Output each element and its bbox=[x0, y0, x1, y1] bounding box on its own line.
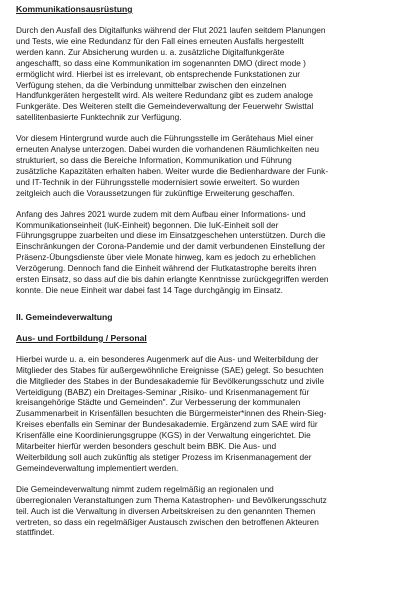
paragraph bbox=[16, 484, 412, 539]
text-line: Die Gemeindeverwaltung nimmt zudem regelmäßig an regionalen und bbox=[16, 483, 274, 494]
training-section bbox=[12, 354, 412, 539]
text-line: strukturiert, so dass die Bereiche Information, Kommunikation und Führung bbox=[16, 154, 292, 165]
text-line: zeitgleich auch die Voraussetzungen für zukünftige Erweiterung geschaffen. bbox=[16, 187, 295, 198]
paragraph bbox=[16, 133, 412, 198]
text-line: Kreises ebenfalls ein Seminar der Bundesakademie. Ergänzend zum SAE wird für bbox=[16, 419, 318, 430]
text-line: und IT-Technik in der Führungsstelle modernisiert sowie erweitert. So wurden bbox=[16, 176, 300, 187]
text-line: angeschafft, so dass eine Kommunikation im sogenannten DMO (direct mode ) bbox=[16, 57, 306, 68]
paragraph bbox=[16, 209, 412, 296]
text-line: satellitenbasierte Funktechnik zur Verfügung. bbox=[16, 112, 182, 123]
text-line: Funkgeräte. Des Weiteren stellt die Gemeindeverwaltung der Feuerwehr Swisttal bbox=[16, 101, 314, 112]
text-line: stattfindet. bbox=[16, 527, 55, 538]
text-line: und Tests, wie eine Redundanz für den Fall eines erneuten Ausfalls hergestellt bbox=[16, 35, 304, 46]
text-line: Handfunkgeräten hergestellt wird. Als weitere Redundanz gibt es zudem analoge bbox=[16, 90, 314, 101]
text-line: Verzögerung. Dennoch fand die Einheit während der Flutkatastrophe bereits ihren bbox=[16, 263, 317, 274]
text-line: Durch den Ausfall des Digitalfunks während der Flut 2021 laufen seitdem Planungen bbox=[16, 25, 326, 35]
text-line: vertreten, so dass ein regelmäßiger Austausch zwischen den betroffenen Akteuren bbox=[16, 516, 319, 527]
text-line: Führungsgruppe zuarbeiten und diese im Einsatzgeschehen unterstützen. Durch die bbox=[16, 230, 326, 241]
text-line: erneuten Analyse unterzogen. Dabei wurden die vorhandenen Räumlichkeiten neu bbox=[16, 144, 320, 155]
text-line: Krisenfälle eine Koordinierungsgruppe (KGS) in der Verwaltung eingerichtet. Die bbox=[16, 430, 311, 441]
text-line: Hierbei wurde u. a. ein besonderes Augenmerk auf die Aus- und Weiterbildung der bbox=[16, 353, 319, 364]
text-line: Mitglieder des Stabes für außergewöhnliche Ereignisse (SAE) gelegt. So besuchten bbox=[16, 364, 324, 375]
text-line: Anfang des Jahres 2021 wurde zudem mit dem Aufbau einer Informations- und bbox=[16, 208, 306, 219]
text-line: Einschränkungen der Corona-Pandemie und der damit verbundenen Einstellung der bbox=[16, 241, 326, 252]
text-line: Verteidigung (BABZ) ein Dreitages-Seminar „Risiko- und Krisenmanagement für bbox=[16, 386, 310, 397]
text-line: Verfügung stehen, da die Verbindung unmittelbar zwischen den einzelnen bbox=[16, 79, 287, 90]
text-line: überregionalen Veranstaltungen zum Thema Katastrophen- und Bevölkerungsschutz bbox=[16, 494, 327, 505]
text-line: zusätzliche Kapazitäten erhalten haben. Weiter wurde die Bedienhardware der Funk- bbox=[16, 165, 329, 176]
section-heading-municipal-administration: II. Gemeindeverwaltung bbox=[16, 311, 113, 322]
text-line: Vor diesem Hintergrund wurde auch die Führungsstelle im Gerätehaus Miel einer bbox=[16, 133, 314, 144]
text-line: ersten Einsatz, so dass auf die bis dahin erlangte Kenntnisse zurückgegriffen werden bbox=[16, 274, 329, 285]
text-line: Präsenz-Übungsdienste über viele Monate hinweg, kam es jedoch zu erheblichen bbox=[16, 252, 316, 263]
paragraph bbox=[16, 354, 412, 474]
text-line: werden kann. Zur Absicherung wurden u. a. zusätzliche Digitalfunkgeräte bbox=[16, 46, 285, 57]
text-line: Weiterbildung soll auch zukünftig als stetiger Prozess im Krisenmanagement der bbox=[16, 452, 312, 462]
text-line: Kommunikationseinheit (IuK-Einheit) begonnen. Die IuK-Einheit soll der bbox=[16, 219, 279, 230]
paragraph bbox=[16, 25, 412, 123]
text-line: ermöglicht wird. Hierbei ist es irrelevant, ob entsprechende Funkstationen zur bbox=[16, 68, 301, 79]
text-line: konnte. Die neue Einheit war dabei fast 14 Tage durchgängig im Einsatz. bbox=[16, 284, 283, 295]
text-line: Mitarbeiter hierfür werden besonders geschult beim BBK. Die Aus- und bbox=[16, 441, 277, 452]
heading-communication-equipment: Kommunikationsausrüstung bbox=[16, 4, 133, 14]
heading-training-personnel: Aus- und Fortbildung / Personal bbox=[16, 332, 147, 343]
text-line: teil. Auch ist die Verwaltung in diversen Arbeitskreisen zu den genannten Themen bbox=[16, 505, 316, 516]
communication-section bbox=[12, 25, 412, 296]
document-page bbox=[12, 4, 412, 548]
text-line: Gemeindeverwaltung implementiert werden. bbox=[16, 462, 179, 473]
text-line: kreisangehörige Städte und Gemeinden". Zur Verbesserung der kommunalen bbox=[16, 397, 301, 408]
text-line: die Mitglieder des Stabes in der Bundesakademie für Bevölkerungsschutz und zivile bbox=[16, 375, 325, 386]
text-line: Zusammenarbeit in Krisenfällen besuchten die Bürgermeister*innen des Rhein-Sieg- bbox=[16, 408, 327, 419]
